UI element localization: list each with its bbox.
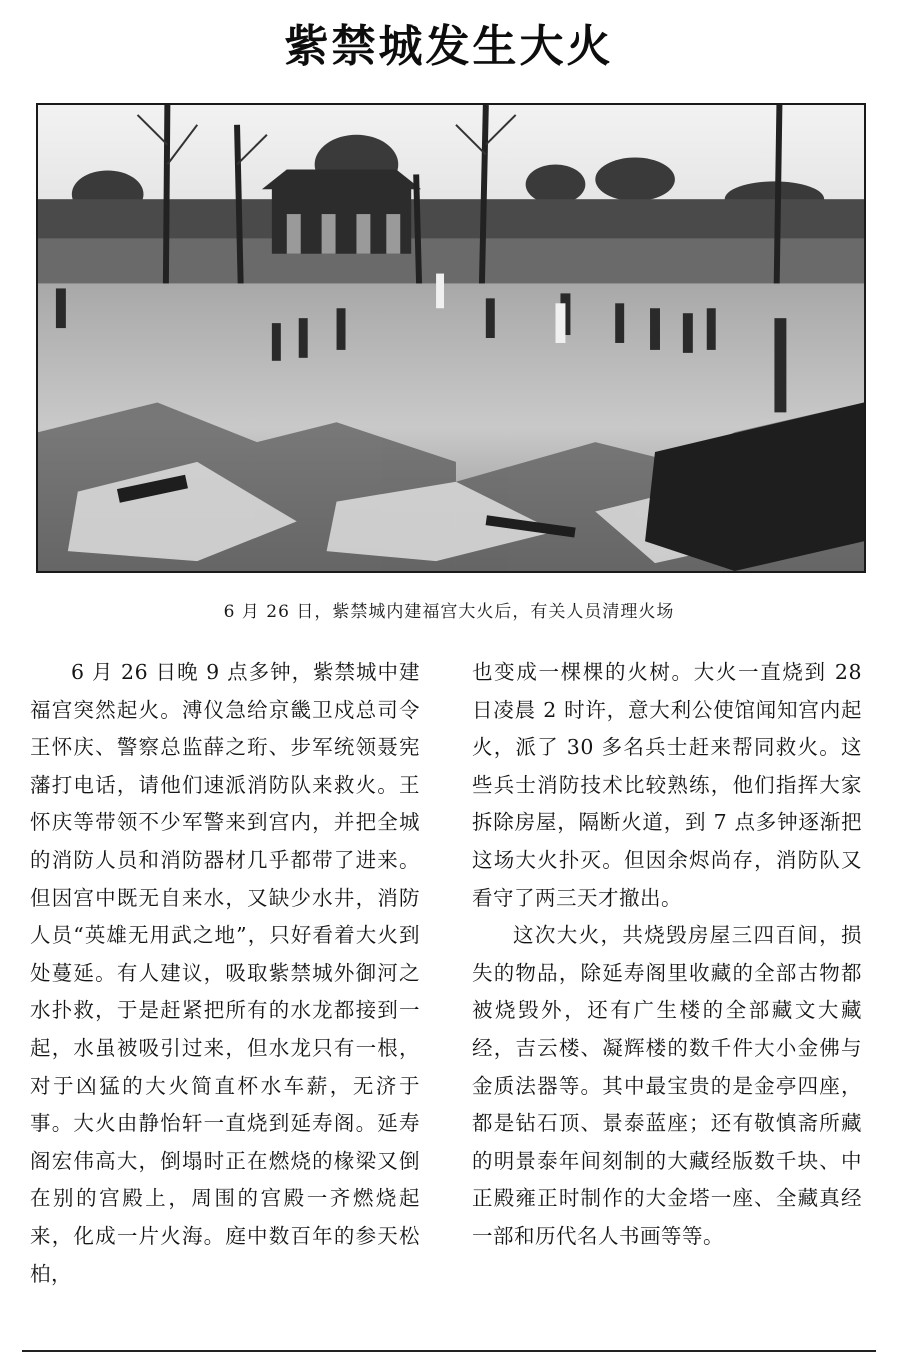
right-text-column	[472, 654, 862, 1256]
photo-palace-wall	[38, 199, 864, 239]
paragraph-losses: 这次大火，共烧毁房屋三四百间，损失的物品，除延寿阁里收藏的全部古物都被烧毁外，还有广生楼的全部藏文大藏经，吉云楼、凝辉楼的数千件大小金佛与金质法器等。其中最宝贵的是金亭四座，都是钻石顶、景泰蓝座；还有敬慎斋所藏的明景泰年间刻制的大藏经版数千块、中正殿雍正时制作的大金塔一座、全藏真经一部和历代名人书画等等。	[472, 923, 862, 1248]
photo-caption: 6 月 26 日，紫禁城内建福宫大火后，有关人员清理火场	[223, 602, 675, 622]
bottom-divider	[22, 1350, 876, 1352]
photo-pavilion	[262, 169, 421, 253]
photo-illustration	[38, 105, 864, 571]
paragraph-fire-extinguished: 也变成一棵棵的火树。大火一直烧到 28 日凌晨 2 时许，意大利公使馆闻知宫内起火，派了 30 多名兵士赶来帮同救火。这些兵士消防技术比较熟练，他们指挥大家拆除房屋，隔断火道，到 7 点多钟逐渐把这场大火扑灭。但因余烬尚存，消防队又看守了两三天才撤出。	[472, 660, 862, 910]
article-title: 紫禁城发生大火	[284, 21, 614, 72]
left-text-column	[30, 654, 420, 1293]
fire-aftermath-photo	[36, 103, 866, 573]
paragraph-fire-outbreak: 6 月 26 日晚 9 点多钟，紫禁城中建福宫突然起火。溥仪急给京畿卫戍总司令王怀庆、警察总监薛之珩、步军统领聂宪藩打电话，请他们速派消防队来救火。王怀庆等带领不少军警来到宫内，并把全城的消防人员和消防器材几乎都带了进来。但因宫中既无自来水，又缺少水井，消防人员“英雄无用武之地”，只好看着大火到处蔓延。有人建议，吸取紫禁城外御河之水扑救，于是赶紧把所有的水龙都接到一起，水虽被吸引过来，但水龙只有一根，对于凶猛的大火简直杯水车薪，无济于事。大火由静怡轩一直烧到延寿阁。延寿阁宏伟高大，倒塌时正在燃烧的椽梁又倒在别的宫殿上，周围的宫殿一齐燃烧起来，化成一片火海。庭中数百年的参天松柏，	[30, 660, 420, 1286]
